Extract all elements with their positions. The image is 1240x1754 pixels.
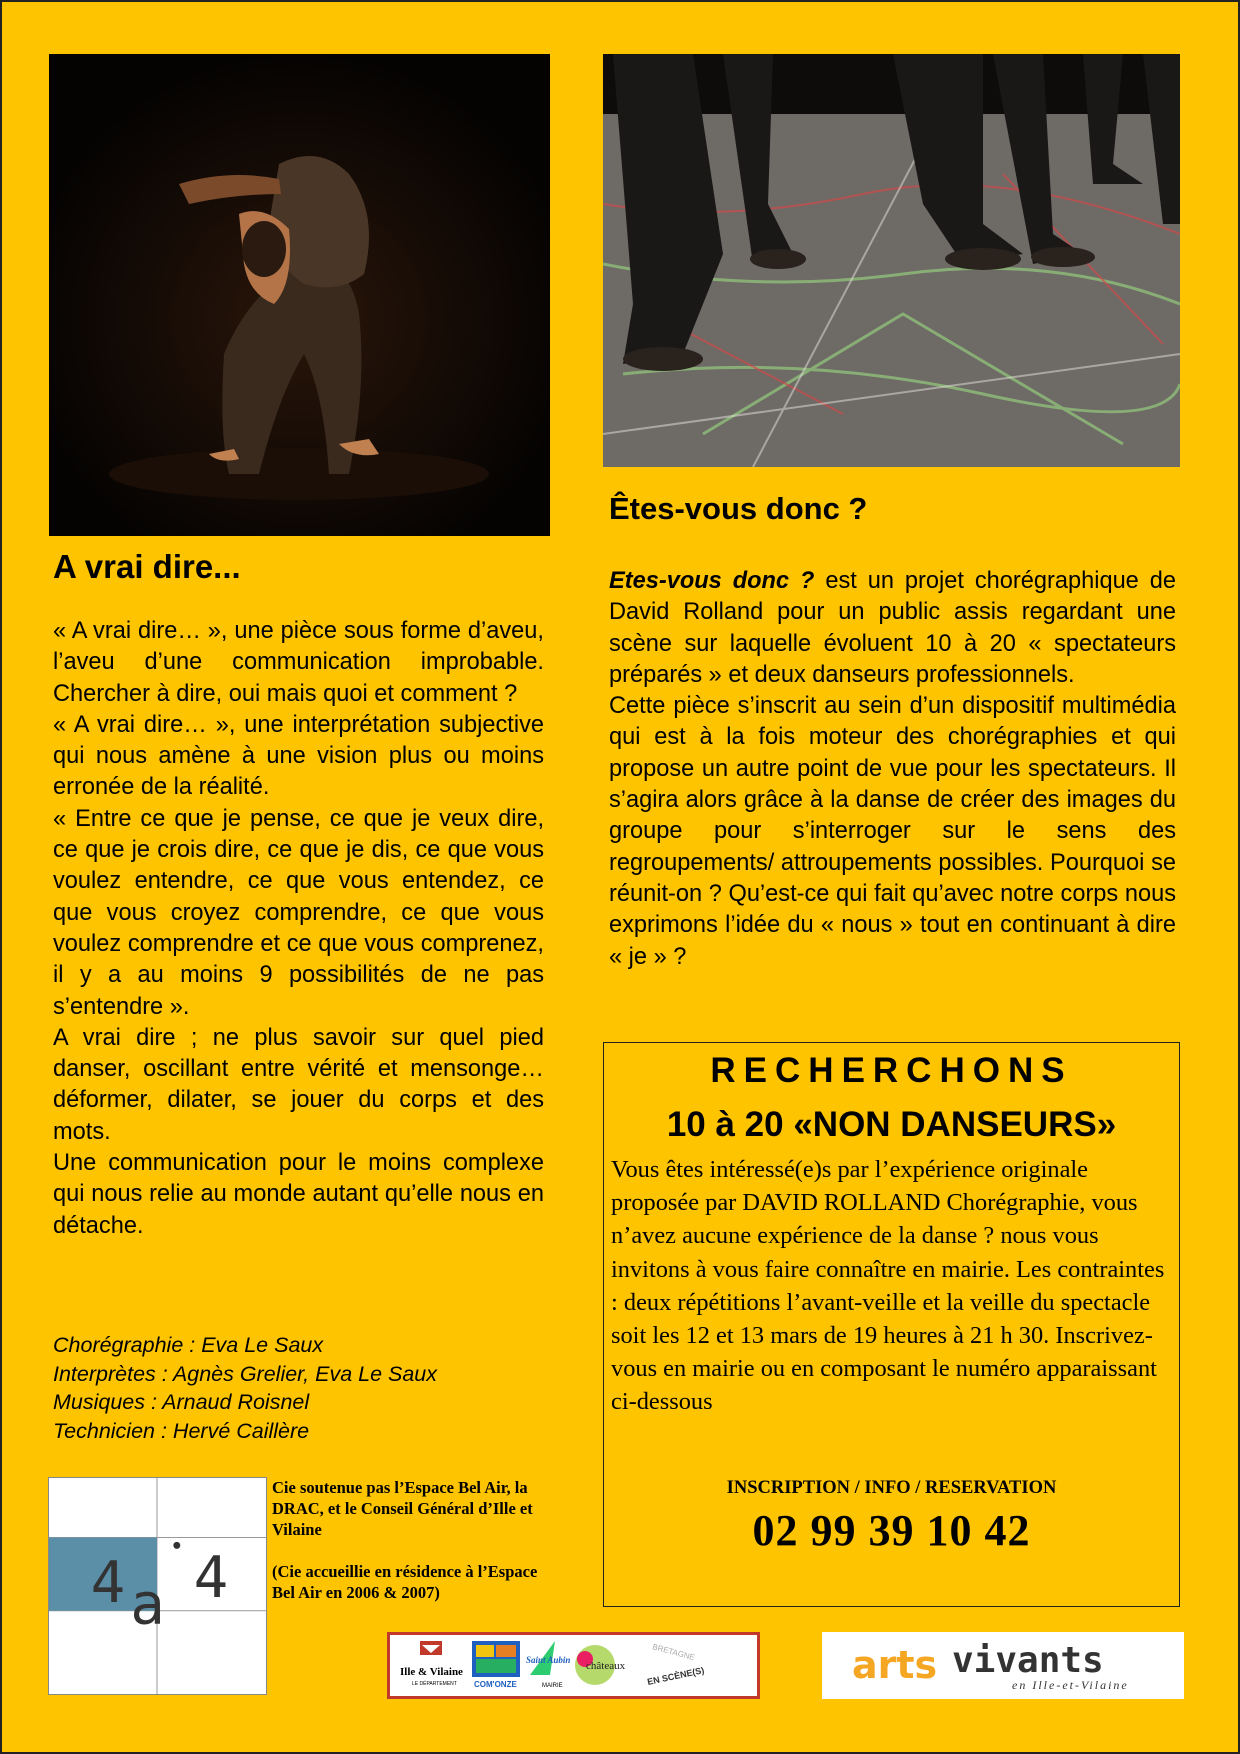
comonze-logo (472, 1641, 520, 1689)
saint-aubin-text: Saint Aubin (526, 1655, 571, 1665)
etes-vous-donc-description (609, 566, 1176, 973)
saint-aubin-logo (526, 1641, 570, 1689)
chateaux-logo (575, 1645, 626, 1685)
paragraph (609, 566, 1176, 691)
ille-et-vilaine-text: en Ille-et-Vilaine (1012, 1678, 1129, 1692)
support-text (272, 1477, 542, 1603)
ille-vilaine-logo (400, 1641, 463, 1687)
paragraph: Une communication pour le moins complexe qui nous relie au monde autant qu’elle nous en détache. (53, 1150, 544, 1239)
arts-vivants-logo (822, 1632, 1184, 1699)
recruit-subtitle: 10 à 20 «NON DANSEURS» (666, 1105, 1117, 1144)
logo-char: 4 (90, 1548, 126, 1616)
arts-text: arts (852, 1643, 938, 1687)
credit-music: Musiques : Arnaud Roisnel (53, 1390, 310, 1414)
paragraph: « A vrai dire… », une pièce sous forme d’aveu, l’aveu d’une communication improbable. Chercher à dire, oui mais quoi et comment ? (53, 618, 544, 707)
logo-char: a (130, 1570, 165, 1638)
title-etes-vous-donc: Êtes-vous donc ? (609, 491, 868, 526)
logo-char: 4 (193, 1543, 229, 1611)
recruit-body: Vous êtes intéressé(e)s par l’expérience originale proposée par DAVID ROLLAND Chorégraphie, vous n’avez aucune expérience de la danse ? nous vous invitons à vous faire connaître en mairie. Les contraintes : deux répétitions l’avant-veille et la veille du spectacle soit les 12 et 13 mars de 19 heures à 21 h 30. Inscrivez-vous en mairie ou en composant le numéro apparaissant ci-dessous (611, 1156, 1165, 1416)
paragraph: Cette pièce s’inscrit au sein d’un dispositif multimédia qui est à la fois moteur des chorégraphies et qui propose un autre point de vue pour les spectateurs. Il s’agira alors grâce à la danse de créer des images du groupe pour s’interroger sur le sens des regroupements/ attroupements possibles. Pourquoi se réunit-on ? Qu’est-ce qui fait qu’avec notre corps nous exprimons l’idée du « nous » tout en continuant à dire « je » ? (609, 693, 1176, 970)
contact-label: INSCRIPTION / INFO / RESERVATION (726, 1478, 1057, 1498)
credit-performers: Interprètes : Agnès Grelier, Eva Le Saux (53, 1361, 438, 1386)
mairie-text: MAIRIE (542, 1683, 563, 1689)
support-line: Cie soutenue pas l’Espace Bel Air, la DRAC, et le Conseil Général d’Ille et Vilaine (272, 1478, 533, 1539)
chateaux-text: châteaux (586, 1660, 626, 1672)
recruitment-box (603, 1042, 1180, 1607)
company-4a4-logo (48, 1477, 267, 1695)
credit-technician: Technicien : Hervé Caillère (53, 1418, 310, 1443)
comonze-text: COM'ONZE (474, 1680, 517, 1689)
ille-vilaine-text: Ille & Vilaine (400, 1666, 463, 1678)
legs-on-stage-photo (603, 54, 1180, 467)
paragraph: « Entre ce que je pense, ce que je veux dire, ce que je crois dire, ce que je dis, ce que vous voulez entendre, ce que vous entendez, ce que vous croyez comprendre, ce que vous voulez comprendre et ce que vous comprenez, il y a au moins 9 possibilités de ne pas s’entendre ». (53, 805, 544, 1020)
recruit-title: RECHERCHONS (710, 1051, 1073, 1090)
residency-line: (Cie accueillie en résidence à l’Espace Bel Air en 2006 & 2007) (272, 1562, 538, 1602)
credit-choreography: Chorégraphie : Eva Le Saux (53, 1333, 324, 1357)
bretagne-text: BRETAGNE (651, 1642, 696, 1663)
credits (53, 1331, 437, 1445)
paragraph: « A vrai dire… », une interprétation subjective qui nous amène à une vision plus ou moins erronée de la réalité. (53, 711, 544, 801)
bretagne-en-scenes-logo (646, 1642, 705, 1687)
lead-title: Etes-vous donc ? (609, 568, 815, 594)
paragraph-rest: est un projet chorégraphique de David Rolland pour un public assis regardant une scène sur laquelle évoluent 10 à 20 « spectateurs préparés » et deux danseurs professionnels. (609, 568, 1176, 688)
en-scenes-text: EN SCÈNE(S) (646, 1665, 706, 1687)
phone-number[interactable]: 02 99 39 10 42 (752, 1506, 1031, 1555)
partner-logos (387, 1632, 760, 1699)
dancers-photo (49, 54, 550, 536)
ille-vilaine-sub: LE DÉPARTEMENT (412, 1681, 457, 1687)
title-a-vrai-dire: A vrai dire... (53, 548, 241, 585)
a-vrai-dire-description (53, 616, 544, 1242)
paragraph: A vrai dire ; ne plus savoir sur quel pied danser, oscillant entre vérité et mensonge…déformer, dilater, se jouer du corps et des mots. (53, 1024, 544, 1145)
vivants-text: vivants (952, 1640, 1104, 1681)
